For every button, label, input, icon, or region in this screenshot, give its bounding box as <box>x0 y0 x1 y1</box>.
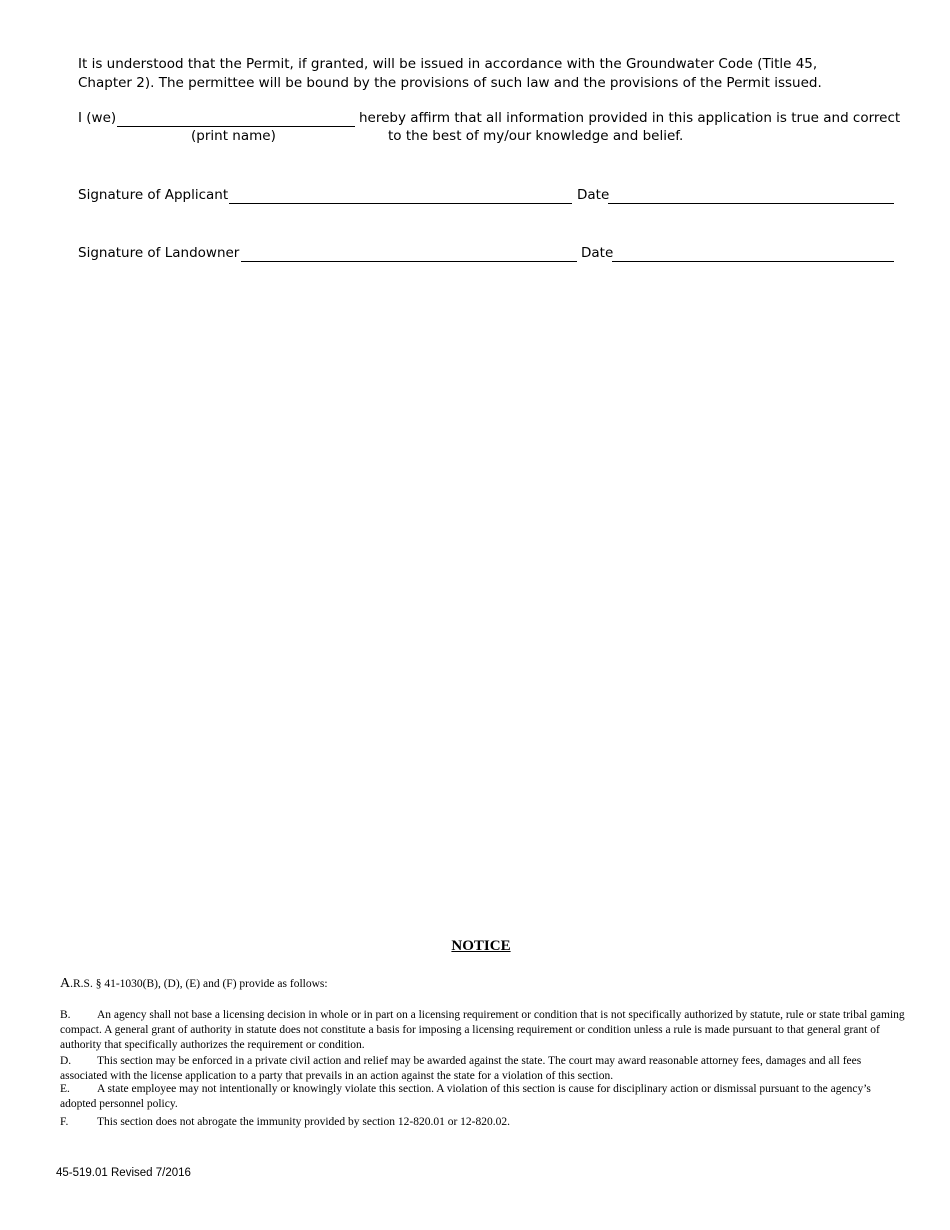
statute-item-text: A state employee may not intentionally or knowingly violate this section. A violation of this section is cause for disciplinary action or dismissal pursuant to the agency’s adopted personnel policy. <box>60 1083 871 1110</box>
print-name-field[interactable] <box>117 126 355 127</box>
statute-item-text: This section does not abrogate the immunity provided by section 12-820.01 or 12-820.02. <box>97 1116 510 1128</box>
applicant-signature-label: Signature of Applicant <box>78 187 229 203</box>
print-name-caption: (print name) <box>191 128 276 144</box>
statute-item-label: E. <box>60 1083 70 1095</box>
statute-intro-text: .R.S. § 41-1030(B), (D), (E) and (F) provide as follows: <box>70 978 328 990</box>
statute-item-b <box>60 1008 906 1053</box>
statute-item-d <box>60 1054 906 1084</box>
applicant-signature-field[interactable] <box>229 203 572 204</box>
statute-intro <box>60 976 328 992</box>
statute-item-label: F. <box>60 1116 69 1128</box>
affirm-prefix: I (we) <box>78 110 117 126</box>
statute-item-e <box>60 1082 906 1112</box>
landowner-date-label: Date <box>581 245 614 261</box>
landowner-date-field[interactable] <box>612 261 894 262</box>
applicant-date-label: Date <box>577 187 610 203</box>
notice-title: NOTICE <box>451 938 511 954</box>
landowner-signature-field[interactable] <box>241 261 577 262</box>
permit-terms-line-2: Chapter 2). The permittee will be bound by the provisions of such law and the provisions of the Permit issued. <box>78 75 822 91</box>
affirm-statement-line-2: to the best of my/our knowledge and belief. <box>388 128 684 144</box>
permit-terms-line-1: It is understood that the Permit, if granted, will be issued in accordance with the Groundwater Code (Title 45, <box>78 56 818 72</box>
statute-item-text: An agency shall not base a licensing decision in whole or in part on a licensing requirement or condition that is not specifically authorized by statute, rule or state tribal gaming compact. A general grant of authority in statute does not constitute a basis for imposing a licensing requirement or condition unless a rule is made pursuant to that general grant of authority that specifically authorizes the requirement or condition. <box>60 1009 905 1051</box>
permit-terms-paragraph <box>78 55 878 93</box>
statute-item-label: D. <box>60 1055 72 1067</box>
affirm-statement-line-1: hereby affirm that all information provided in this application is true and correct <box>359 110 901 126</box>
form-revision-footer: 45-519.01 Revised 7/2016 <box>56 1167 191 1179</box>
statute-intro-initial: A <box>60 976 71 991</box>
statute-item-text: This section may be enforced in a private civil action and relief may be awarded against the state. The court may award reasonable attorney fees, damages and all fees associated with the license application to a party that prevails in an action against the state for a violation of this section. <box>60 1055 862 1082</box>
applicant-date-field[interactable] <box>608 203 894 204</box>
statute-item-label: B. <box>60 1009 71 1021</box>
landowner-signature-label: Signature of Landowner <box>78 245 240 261</box>
statute-item-f <box>60 1115 906 1130</box>
